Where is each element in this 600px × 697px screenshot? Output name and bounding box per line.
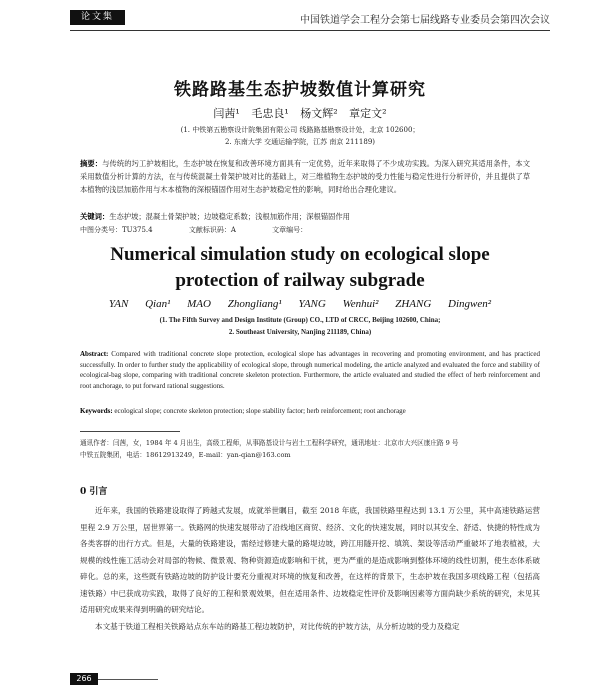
footnote-separator — [80, 431, 180, 432]
article-number: 文章编号： — [272, 226, 308, 234]
chinese-abstract-text: 与传统的圬工护坡相比，生态护坡在恢复和改善环境方面具有一定优势，近年来取得了不少成功实践。为深入研究其适用条件，本文采用数值分析计算的方法，在与传统混凝土骨架护坡对比的基础上，对三维植物生态护坡的受力性能与稳定性进行分析评价，并且提供了草本植物的浅层加筋作用与木本植物的深根锚固作用对生态护坡稳定性的影响，同时给出合理化建议。 — [80, 159, 531, 194]
section-heading: 0 引言 — [80, 487, 108, 497]
chinese-affiliation-2: 2. 东南大学 交通运输学院，江苏 南京 211189) — [224, 138, 376, 146]
english-abstract-text: Compared with traditional concrete slope protection, ecological slope has advantages in recovering and promoting environment, and has practiced successfully. In order to further study the applicability of ecological slope, through numerical modeling, the article analyzed and evaluated the force and stability of ecological-bag slope, comparing with traditional concrete skeleton protection. Furthermore, the article evaluated and studied the effect of herb reinforcement and root anchorage, to put forward rational suggestions. — [80, 350, 541, 390]
chinese-keywords-text: 生态护坡；混凝土骨架护坡；边坡稳定系数；浅根加筋作用；深根锚固作用 — [109, 212, 350, 221]
english-title-line-1: Numerical simulation study on ecological slope — [110, 244, 490, 265]
clc-number: 中图分类号：TU375.4 — [80, 226, 153, 234]
english-keywords — [80, 407, 540, 415]
chinese-authors: 闫茜¹ 毛忠良¹ 杨文辉² 章定文² — [213, 107, 387, 120]
english-affiliation-2: 2. Southeast University, Nanjing 211189, China) — [228, 328, 372, 336]
body-paragraph-2: 本文基于铁道工程相关铁路站点东车站的路基工程边坡防护，对比传统的护坡方法，从分析边坡的受力及稳定 — [95, 621, 460, 631]
footer-rule — [98, 679, 158, 680]
conference-title: 中国铁道学会工程分会第七届线路专业委员会第四次会议 — [300, 15, 550, 26]
chinese-title: 铁路路基生态护坡数值计算研究 — [174, 80, 426, 100]
running-header — [70, 10, 550, 30]
chinese-keywords-label: 关键词： — [80, 212, 110, 221]
footnote-line-1: 通讯作者：闫茜，女，1984 年 4 月出生，高级工程师，从事路基设计与岩土工程科学研究，通讯地址：北京市大兴区康庄路 9 号 — [80, 439, 459, 447]
english-keywords-label: Keywords: — [80, 407, 113, 415]
english-abstract-label: Abstract: — [80, 350, 109, 358]
classification-line — [80, 225, 530, 235]
body-text — [80, 503, 540, 635]
footnote-line-2: 中铁五院集团，电话：18612913249，E-mail：yan-qian@163.com — [80, 450, 291, 459]
chinese-keywords — [80, 212, 530, 222]
proceedings-tag: 论文集 — [70, 10, 125, 25]
english-authors: YAN Qian¹ MAO Zhongliang¹ YANG Wenhui² ZHANG Dingwen² — [108, 298, 492, 310]
english-abstract — [80, 349, 540, 391]
chinese-affiliation-1: (1. 中铁第五勘察设计院集团有限公司 线路路基勘察设计处，北京 102600； — [180, 126, 420, 134]
page-number: 266 — [70, 673, 98, 685]
author-footnote — [80, 438, 540, 461]
english-keywords-text: ecological slope; concrete skeleton protection; slope stability factor; herb reinforcement; root anchorage — [114, 407, 406, 415]
english-affiliation-1: (1. The Fifth Survey and Design Institute (Group) CO., LTD of CRCC, Beijing 102600, China; — [159, 316, 441, 324]
chinese-abstract-label: 摘要： — [80, 159, 103, 168]
body-paragraph-1: 近年来，我国的铁路建设取得了跨越式发展，成就举世瞩目，截至 2018 年底，我国铁路里程达到 13.1 万公里，其中高速铁路运营里程 2.9 万公里，居世界第一。铁路网的快速发展带动了沿线地区商贸、经济、文化的快速发展，同时以其安全、舒适、快捷的特性成为各类客群的出行方式。但是，大量的铁路建设，需经过修建大量的路堤边坡，跨江用隧开挖、填筑、架设等活动严重破坏了地表植被，大规模的线性施工活动会对局部的物候、微景观、物种资源造成影响和干扰，更为严重的是造成影响到整体环境的线性切割，使生态体系破碎化。总的来，这些既有铁路边坡的防护设计要充分重视对环境的恢复和改善，在这样的背景下，生态护坡在我国多项线路工程（包括高速铁路）中已获成功实践，取得了良好的工程和景观效果，但在适用条件、边坡稳定性评价及影响因素等方面尚缺少系统的研究，未见其适用研究成果来得到明确的研究结论。 — [80, 506, 540, 614]
header-rule — [70, 30, 550, 31]
document-code: 文献标识码：A — [188, 226, 236, 234]
chinese-abstract — [80, 157, 530, 196]
english-title-line-2: protection of railway subgrade — [175, 270, 425, 291]
